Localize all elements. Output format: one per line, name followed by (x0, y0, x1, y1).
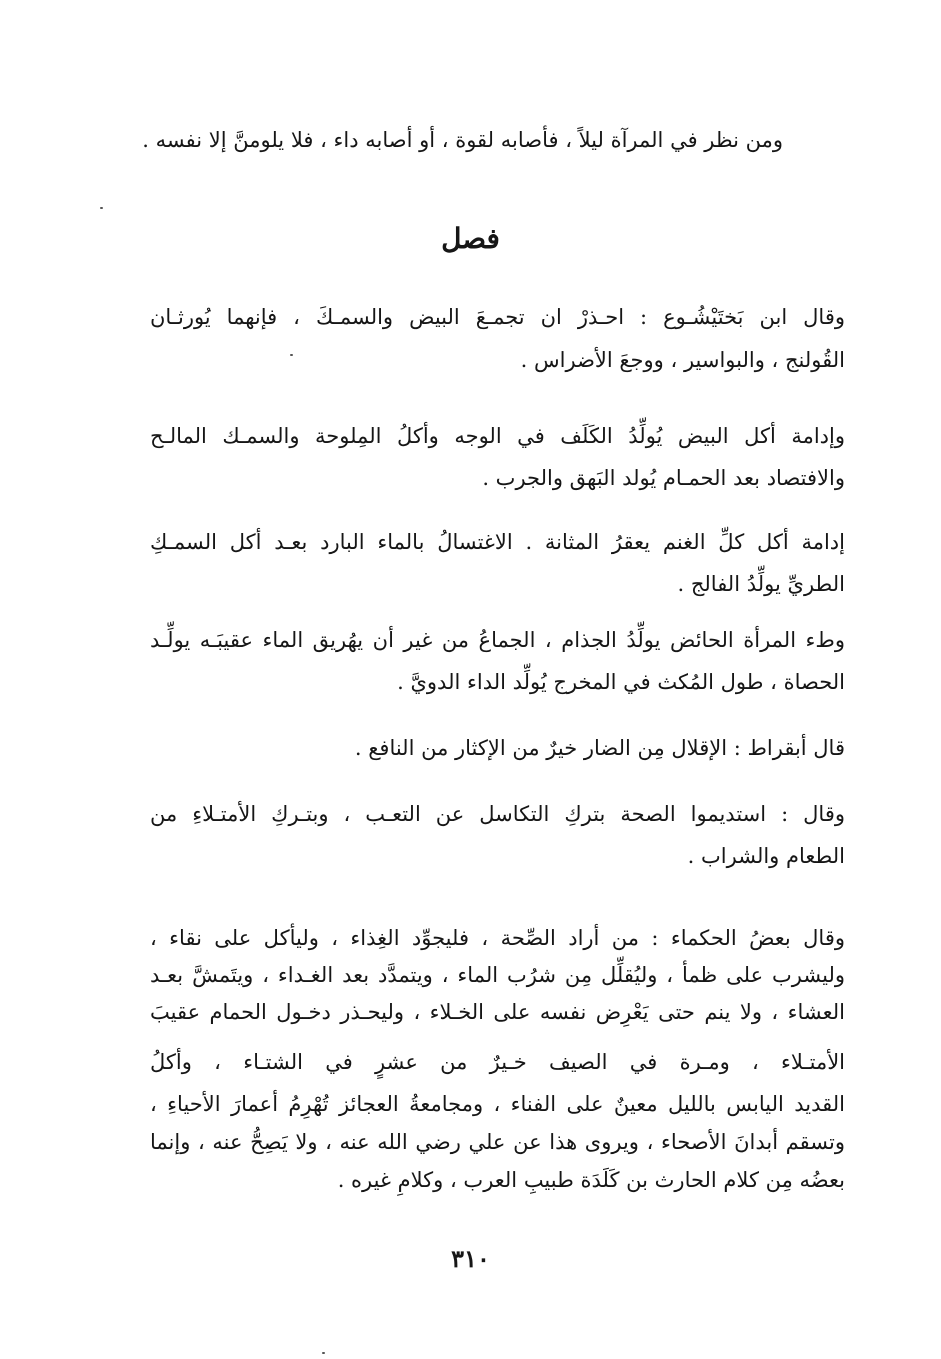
section-heading: فصل (441, 222, 500, 255)
paragraph-5-line-1: قال أبقراط : الإقلال مِن الضار خيرٌ من الإكثار من النافع . (354, 736, 845, 760)
scan-speck (322, 1352, 325, 1354)
paragraph-7-line-1: وقال بعضُ الحكماء : من أراد الصِّحة ، فليجوِّد الغِذاء ، وليأكل على نقاء ، (150, 926, 845, 950)
paragraph-2-line-2: والافتصاد بعد الحمـام يُولد البَهق والجرب . (482, 466, 845, 490)
paragraph-1-line-1: وقال ابن بَختَيْشُـوع : احـذرْ ان تجمـعَ البيض والسمـكَ ، فإنهما يُورثـان (150, 305, 845, 329)
paragraph-7-line-6: وتسقم أبدانَ الأصحاء ، ويروى هذا عن علي رضي الله عنه ، ولا يَصِحُّ عنه ، وإنما (150, 1130, 845, 1154)
paragraph-3-line-2: الطريِّ يولِّدُ الفالج . (677, 572, 845, 596)
paragraph-7-line-4: الأمتـلاء ، ومـرة في الصيف خـيرٌ من عشرٍ في الشتـاء ، وأكلُ (150, 1050, 845, 1074)
paragraph-2-line-1: وإدامة أكل البيض يُولِّدُ الكَلَف في الوجه وأكلُ المِلوحة والسمـك المالـح (150, 424, 845, 448)
paragraph-7-line-5: القديد اليابس بالليل معينٌ على الفناء ، ومجامعةُ العجائز تُهْرِمُ أعمارَ الأحياءِ ، (150, 1092, 845, 1116)
paragraph-4-line-2: الحصاة ، طول المُكث في المخرج يُولِّد الداء الدويَّ . (397, 670, 845, 694)
paragraph-6-line-2: الطعام والشراب . (687, 844, 845, 868)
scan-speck (290, 354, 293, 356)
paragraph-3-line-1: إدامة أكل كلِّ الغنم يعقرُ المثانة . الاغتسالُ بالماء البارد بعـد أكل السمـكِ (150, 530, 845, 554)
paragraph-4-line-1: وطء المرأة الحائض يولِّدُ الجذام ، الجماعُ من غير أن يهُريق الماء عقيبَـه يولِّـد (150, 628, 845, 652)
opening-line: ومن نظر في المرآة ليلاً ، فأصابه لقوة ، أو أصابه داء ، فلا يلومنَّ إلا نفسه . (142, 128, 783, 152)
page-number: ٣١٠ (451, 1244, 490, 1273)
paragraph-7-line-3: العشاء ، ولا ينم حتى يَعْرِض نفسه على الخـلاء ، وليحـذر دخـول الحمام عقيبَ (150, 1000, 845, 1024)
paragraph-7-line-7: بعضُه مِن كلام الحارث بن كَلَدَة طبيبِ العرب ، وكلامِ غيره . (337, 1168, 845, 1192)
paragraph-6-line-1: وقال : استديموا الصحة بتركِ التكاسل عن التعـب ، وبتـركِ الأمتـلاءِ من (150, 802, 845, 826)
paragraph-7-line-2: وليشرب على ظمأ ، وليُقلِّل مِن شرُب الماء ، ويتمدَّد بعد الغـداء ، ويتَمشَّ بعـد (150, 963, 845, 987)
scan-speck (100, 207, 103, 209)
paragraph-1-line-2: القُولنج ، والبواسير ، ووجعَ الأضراس . (520, 348, 845, 372)
